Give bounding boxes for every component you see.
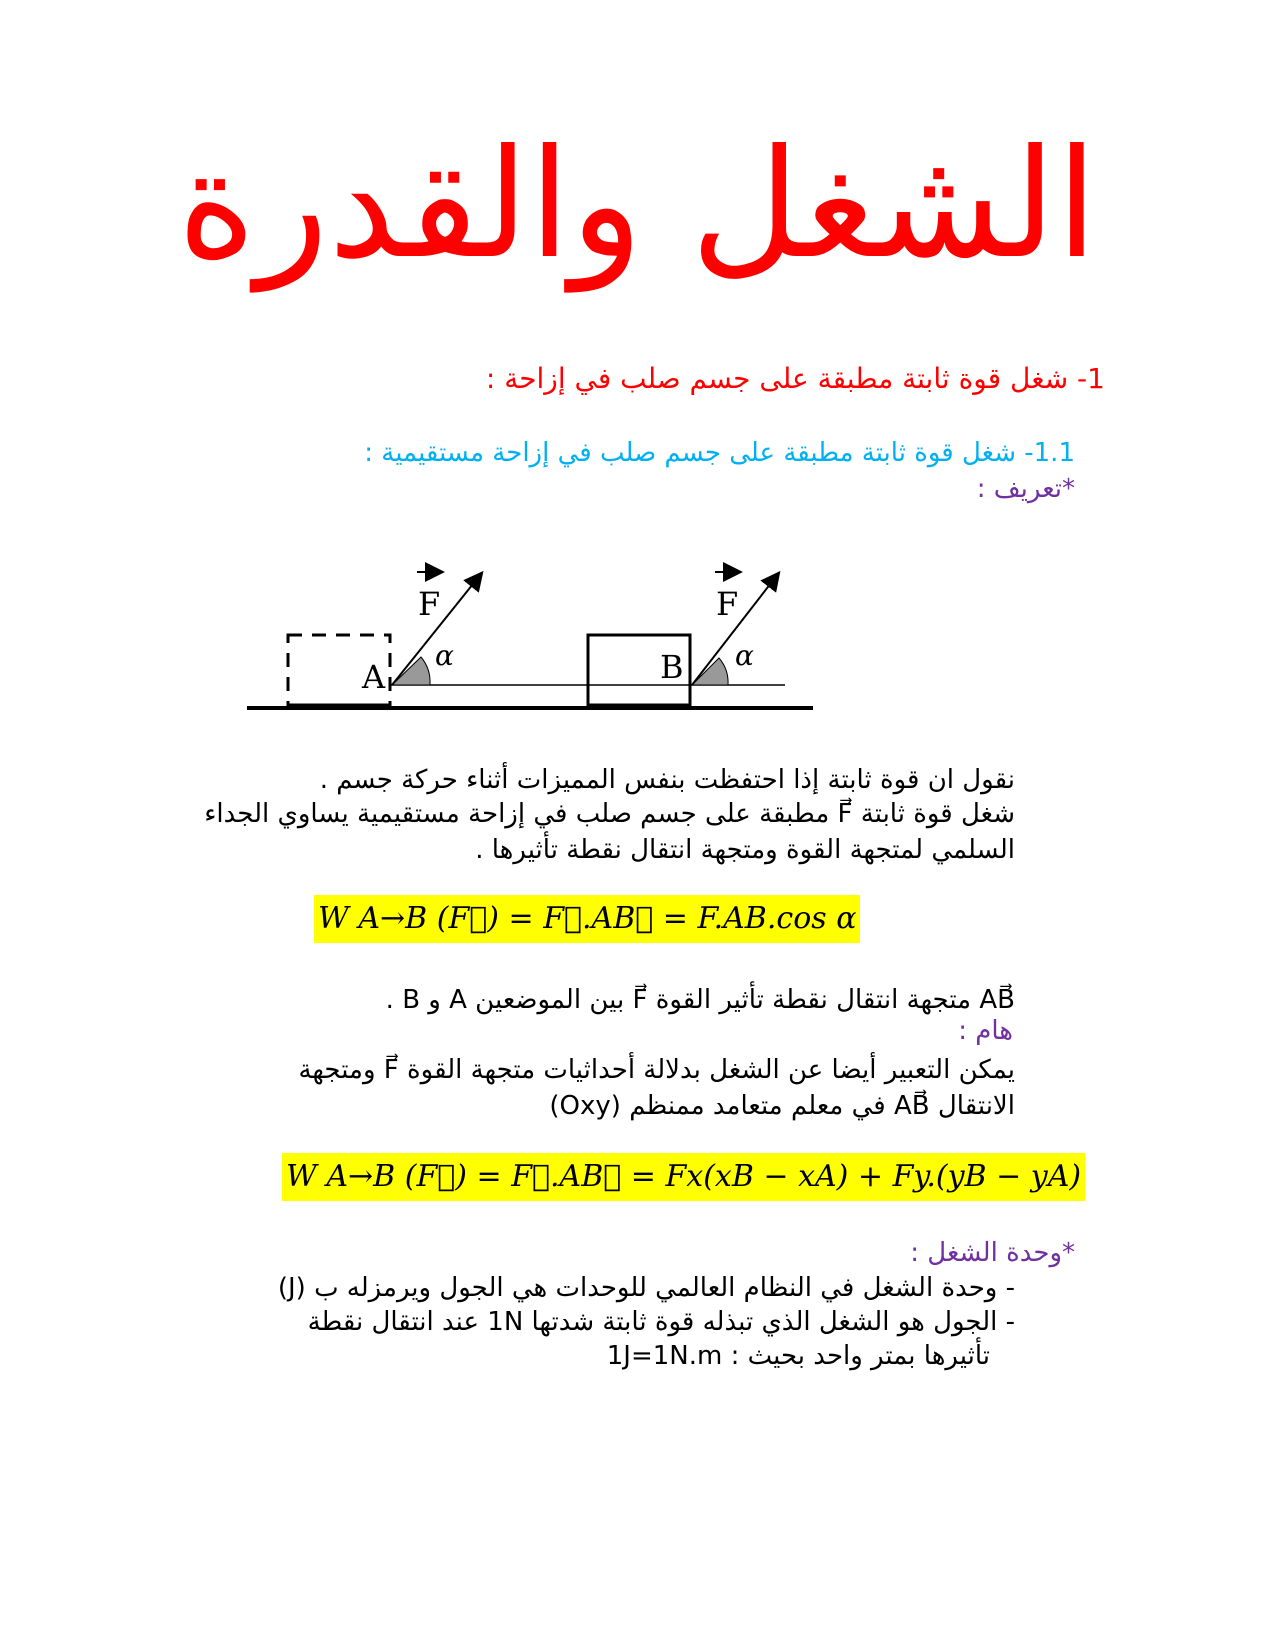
paragraph-displacement-vector: AB⃗ متجهة انتقال نقطة تأثير القوة F⃗ بين الموضعين A و B . [385,985,1015,1015]
paragraph-work-definition: شغل قوة ثابتة F⃗ مطبقة على جسم صلب في إزاحة مستقيمية يساوي الجداء [204,799,1015,829]
unit-item-joule: - وحدة الشغل في النظام العالمي للوحدات هي الجول ويرمزله ب (J) [277,1273,1015,1303]
unit-heading: *وحدة الشغل : [910,1238,1075,1268]
work-equation-scalar: W A→B (F⃗) = F⃗.AB⃗ = F.AB.cos α [314,895,860,943]
label-a: A [362,658,386,696]
page-title: الشغل والقدرة [177,118,1098,292]
definition-heading: *تعريف : [976,474,1075,504]
label-b: B [660,648,684,686]
work-equation-coordinates: W A→B (F⃗) = F⃗.AB⃗ = Fx(xB − xA) + Fy.(yB − yA) [282,1153,1085,1201]
important-heading: هام : [958,1016,1013,1046]
section-heading-1: 1- شغل قوة ثابتة مطبقة على جسم صلب في إزاحة : [485,362,1105,395]
paragraph-coordinates: يمكن التعبير أيضا عن الشغل بدلالة أحداثيات متجهة القوة F⃗ ومتجهة [298,1055,1015,1085]
label-force-a: F [418,585,441,623]
label-alpha-b: α [735,639,754,672]
paragraph-constant-force: نقول ان قوة ثابتة إذا احتفظت بنفس المميزات أثناء حركة جسم . [319,765,1015,795]
section-heading-1-1: 1.1- شغل قوة ثابتة مطبقة على جسم صلب في إزاحة مستقيمية : [364,438,1075,468]
label-force-b: F [716,585,739,623]
unit-item-joule-definition-cont: تأثيرها بمتر واحد بحيث : 1J=1N.m [606,1341,990,1371]
unit-item-joule-definition: - الجول هو الشغل الذي تبذله قوة ثابتة شدتها 1N عند انتقال نقطة [307,1307,1015,1337]
paragraph-work-definition-cont: السلمي لمتجهة القوة ومتجهة انتقال نقطة تأثيرها . [475,835,1015,865]
force-displacement-figure [245,560,815,720]
paragraph-coordinates-cont: الانتقال AB⃗ في معلم متعامد ممنظم (Oxy) [549,1091,1015,1121]
label-alpha-a: α [435,639,454,672]
